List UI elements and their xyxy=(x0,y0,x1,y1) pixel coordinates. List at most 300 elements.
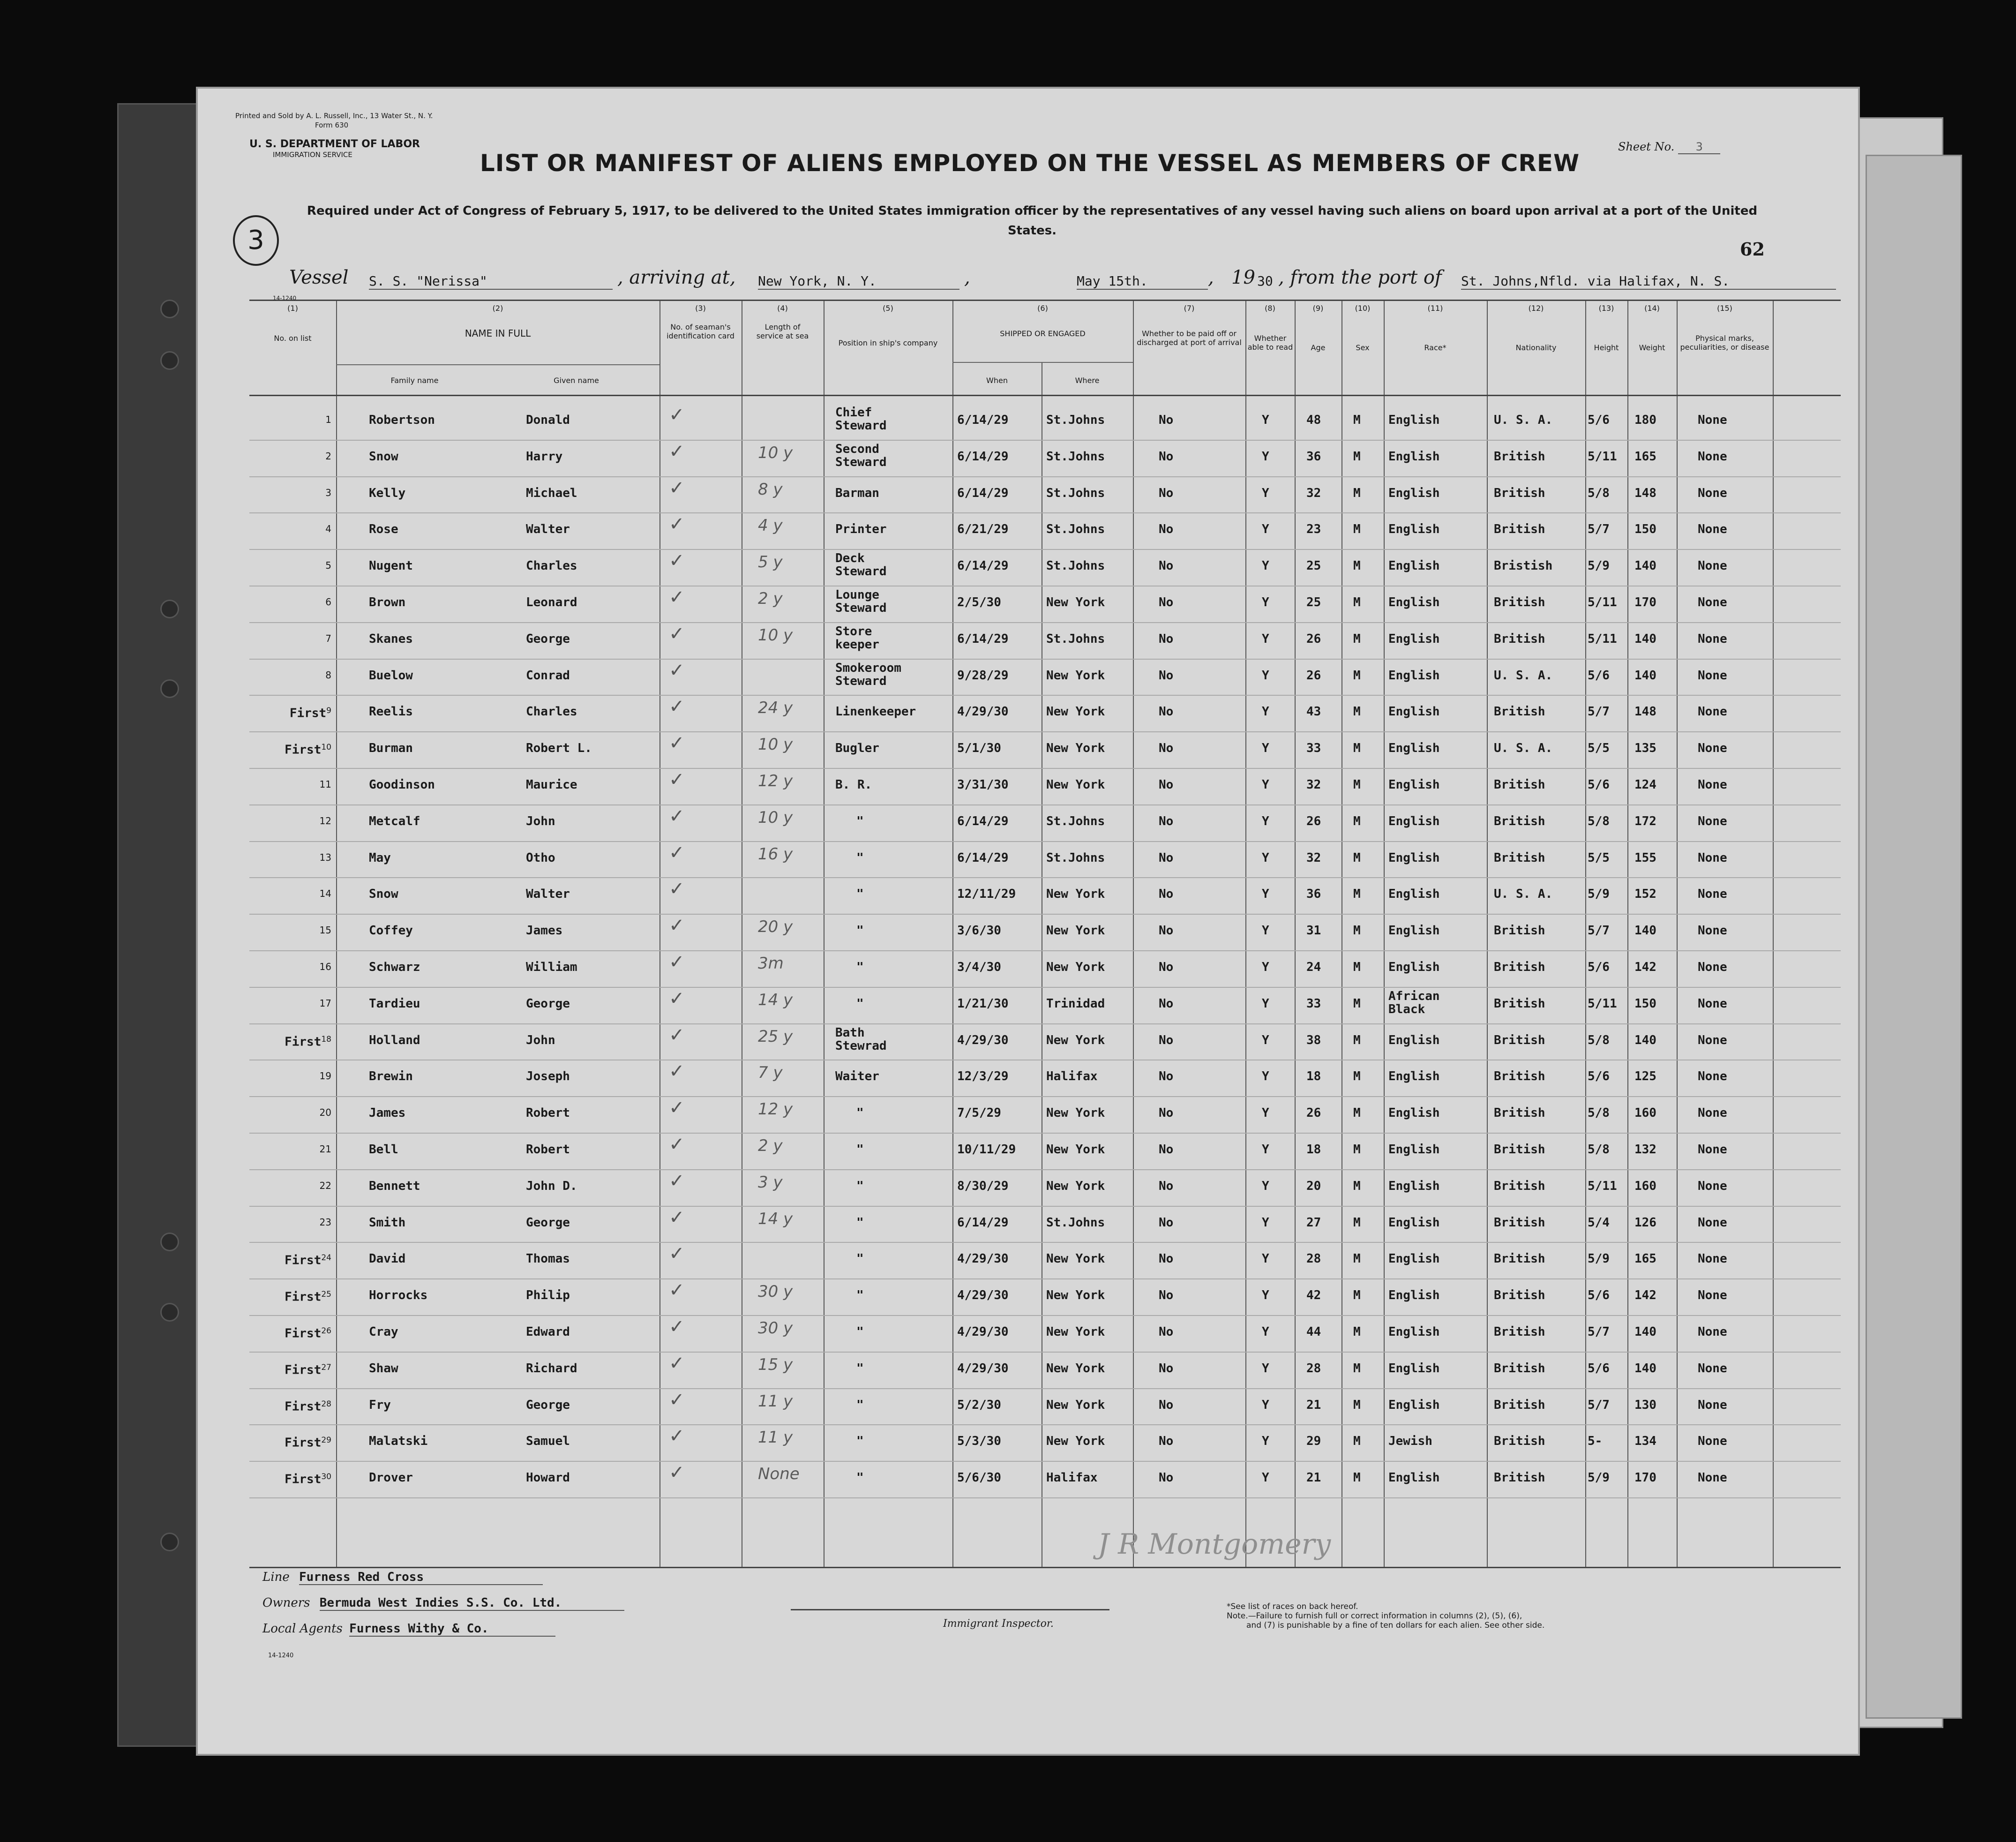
cell-where: Trinidad xyxy=(1046,996,1105,1011)
crew-row xyxy=(249,1060,1841,1097)
cell-when: 2/5/30 xyxy=(957,595,1001,609)
row-number xyxy=(249,814,331,828)
cell-when: 6/14/29 xyxy=(957,632,1009,646)
col-height: Height xyxy=(1594,343,1619,352)
cell-when: 12/3/29 xyxy=(957,1069,1009,1084)
cell-nat: British xyxy=(1494,1252,1545,1266)
cell-race: English xyxy=(1388,1252,1440,1266)
cell-when: 4/29/30 xyxy=(957,1288,1009,1303)
cell-given: Walter xyxy=(526,522,570,537)
cell-family: Robertson xyxy=(369,413,435,427)
cell-given: Joseph xyxy=(526,1069,570,1084)
checkmark-icon: ✓ xyxy=(669,769,685,790)
cell-paid: No xyxy=(1159,413,1174,427)
row-number xyxy=(249,704,331,721)
cell-given: Conrad xyxy=(526,668,570,683)
cell-paid: No xyxy=(1159,1434,1174,1449)
cell-nat: British xyxy=(1494,522,1545,537)
cell-position: Store keeper xyxy=(835,624,879,652)
cell-weight: 148 xyxy=(1634,705,1656,719)
cell-when: 3/31/30 xyxy=(957,778,1009,792)
cell-service: 3m xyxy=(758,954,784,973)
cell-read: Y xyxy=(1262,1033,1269,1047)
cell-position: " xyxy=(856,996,864,1011)
cell-read: Y xyxy=(1262,960,1269,974)
cell-age: 25 xyxy=(1306,595,1321,609)
cell-nat: British xyxy=(1494,595,1545,609)
cell-when: 12/11/29 xyxy=(957,887,1016,902)
cell-paid: No xyxy=(1159,1215,1174,1230)
cell-nat: British xyxy=(1494,1106,1545,1120)
cell-position: Bugler xyxy=(835,741,879,756)
cell-age: 43 xyxy=(1306,705,1321,719)
crew-row xyxy=(249,914,1841,951)
cell-when: 1/21/30 xyxy=(957,996,1009,1011)
col-nationality: Nationality xyxy=(1515,343,1557,352)
cell-where: New York xyxy=(1046,1106,1105,1120)
col-num: (6) xyxy=(1037,304,1048,313)
crew-row xyxy=(249,1278,1841,1316)
col-family-name: Family name xyxy=(390,376,439,385)
cell-weight: 160 xyxy=(1634,1106,1656,1120)
crew-row xyxy=(249,1242,1841,1279)
cell-where: New York xyxy=(1046,1288,1105,1303)
binder-hole xyxy=(160,300,179,318)
cell-weight: 170 xyxy=(1634,1471,1656,1485)
cell-read: Y xyxy=(1262,850,1269,865)
cell-given: John xyxy=(526,1033,555,1047)
cell-where: New York xyxy=(1046,924,1105,938)
cell-read: Y xyxy=(1262,1471,1269,1485)
cell-when: 6/14/29 xyxy=(957,814,1009,828)
crew-row xyxy=(249,549,1841,586)
cell-given: Otho xyxy=(526,850,555,865)
col-physical-marks: Physical marks, peculiarities, or disease xyxy=(1680,334,1769,352)
cell-race: English xyxy=(1388,668,1440,683)
line-label: Line xyxy=(262,1570,290,1584)
arriving-value: New York, N. Y. xyxy=(758,273,959,290)
cell-given: John D. xyxy=(526,1179,577,1193)
row-prefix: First xyxy=(285,1326,322,1341)
cell-nat: British xyxy=(1494,632,1545,646)
cell-where: New York xyxy=(1046,741,1105,756)
row-number xyxy=(249,1142,331,1156)
crew-row xyxy=(249,841,1841,879)
cell-height: 5/8 xyxy=(1588,1033,1610,1047)
checkmark-icon: ✓ xyxy=(669,477,685,499)
cell-family: Nugent xyxy=(369,559,413,573)
cell-when: 7/5/29 xyxy=(957,1106,1001,1120)
cell-sex: M xyxy=(1353,1106,1361,1120)
cell-family: Metcalf xyxy=(369,814,420,828)
cell-when: 6/14/29 xyxy=(957,559,1009,573)
cell-read: Y xyxy=(1262,1398,1269,1412)
cell-sex: M xyxy=(1353,1471,1361,1485)
form-number: Form 630 xyxy=(315,121,349,129)
col-num: (3) xyxy=(695,304,706,313)
cell-race: English xyxy=(1388,850,1440,865)
checkmark-icon: ✓ xyxy=(669,550,685,572)
col-num: (14) xyxy=(1644,304,1660,313)
checkmark-icon: ✓ xyxy=(669,1134,685,1155)
checkmark-icon: ✓ xyxy=(669,623,685,645)
form-code: 14-1240 xyxy=(273,295,297,301)
col-num: (1) xyxy=(287,304,298,313)
row-number xyxy=(249,1069,331,1083)
footer-agents xyxy=(262,1622,555,1637)
cell-marks: None xyxy=(1698,1179,1727,1193)
cell-age: 29 xyxy=(1306,1434,1321,1449)
crew-row xyxy=(249,586,1841,623)
crew-row xyxy=(249,950,1841,988)
cell-given: Howard xyxy=(526,1471,570,1485)
cell-service: 15 y xyxy=(758,1355,793,1374)
cell-family: Rose xyxy=(369,522,398,537)
cell-service: 11 y xyxy=(758,1428,793,1447)
cell-age: 36 xyxy=(1306,887,1321,902)
crew-row xyxy=(249,512,1841,550)
row-no: 19 xyxy=(319,1070,331,1082)
col-num: (10) xyxy=(1355,304,1371,313)
cell-height: 5/11 xyxy=(1588,595,1617,609)
cell-when: 4/29/30 xyxy=(957,1252,1009,1266)
cell-weight: 140 xyxy=(1634,632,1656,646)
footer-notes xyxy=(1227,1602,1544,1630)
cell-where: St.Johns xyxy=(1046,814,1105,828)
cell-service: 2 y xyxy=(758,589,783,608)
crew-row xyxy=(249,1352,1841,1389)
cell-given: John xyxy=(526,814,555,828)
cell-race: English xyxy=(1388,595,1440,609)
cell-where: St.Johns xyxy=(1046,559,1105,573)
cell-marks: None xyxy=(1698,1143,1727,1157)
cell-age: 26 xyxy=(1306,668,1321,683)
cell-race: English xyxy=(1388,559,1440,573)
row-number xyxy=(249,1105,331,1120)
row-no: 12 xyxy=(319,815,331,827)
cell-read: Y xyxy=(1262,1325,1269,1339)
cell-family: Holland xyxy=(369,1033,420,1047)
cell-age: 21 xyxy=(1306,1471,1321,1485)
col-num: (13) xyxy=(1598,304,1614,313)
cell-age: 33 xyxy=(1306,996,1321,1011)
row-no: 5 xyxy=(325,560,331,571)
row-number xyxy=(249,522,331,536)
checkmark-icon: ✓ xyxy=(669,1352,685,1374)
row-prefix: First xyxy=(285,1399,322,1413)
cell-service: 20 y xyxy=(758,917,793,937)
cell-read: Y xyxy=(1262,559,1269,573)
cell-age: 36 xyxy=(1306,449,1321,464)
vessel-label: Vessel xyxy=(289,267,349,288)
cell-when: 5/2/30 xyxy=(957,1398,1001,1412)
row-no: 6 xyxy=(325,596,331,608)
cell-marks: None xyxy=(1698,668,1727,683)
cell-given: Thomas xyxy=(526,1252,570,1266)
cell-position: " xyxy=(856,960,864,974)
cell-family: Shaw xyxy=(369,1361,398,1376)
col-num: (12) xyxy=(1528,304,1544,313)
cell-paid: No xyxy=(1159,778,1174,792)
cell-height: 5/6 xyxy=(1588,1069,1610,1084)
agents-label: Local Agents xyxy=(262,1622,343,1636)
cell-service: 14 y xyxy=(758,1209,793,1228)
cell-sex: M xyxy=(1353,486,1361,500)
cell-family: Tardieu xyxy=(369,996,420,1011)
col-able-read: Whether able to read xyxy=(1247,334,1293,352)
crew-row xyxy=(249,1206,1841,1243)
cell-marks: None xyxy=(1698,559,1727,573)
crew-row xyxy=(249,768,1841,805)
cell-nat: British xyxy=(1494,1143,1545,1157)
footer-line xyxy=(262,1570,543,1585)
row-number xyxy=(249,850,331,865)
checkmark-icon: ✓ xyxy=(669,987,685,1009)
cell-read: Y xyxy=(1262,1434,1269,1449)
cell-service: 4 y xyxy=(758,516,783,535)
cell-read: Y xyxy=(1262,1361,1269,1376)
cell-sex: M xyxy=(1353,1033,1361,1047)
cell-marks: None xyxy=(1698,850,1727,865)
cell-position: Deck Steward xyxy=(835,551,887,579)
cell-age: 25 xyxy=(1306,559,1321,573)
checkmark-icon: ✓ xyxy=(669,951,685,973)
cell-weight: 125 xyxy=(1634,1069,1656,1084)
cell-weight: 135 xyxy=(1634,741,1656,756)
cell-race: English xyxy=(1388,1179,1440,1193)
cell-where: New York xyxy=(1046,960,1105,974)
cell-race: English xyxy=(1388,486,1440,500)
note-failure: Note.—Failure to furnish full or correct information in columns (2), (5), (6), xyxy=(1227,1611,1522,1621)
cell-sex: M xyxy=(1353,559,1361,573)
col-num: (11) xyxy=(1427,304,1443,313)
row-number xyxy=(249,668,331,682)
cell-paid: No xyxy=(1159,1361,1174,1376)
cell-family: Bennett xyxy=(369,1179,420,1193)
cell-read: Y xyxy=(1262,486,1269,500)
cell-position: Bath Stewrad xyxy=(835,1025,887,1053)
cell-given: Donald xyxy=(526,413,570,427)
cell-age: 28 xyxy=(1306,1361,1321,1376)
binder-hole xyxy=(160,1303,179,1322)
line-value: Furness Red Cross xyxy=(299,1570,543,1585)
cell-marks: None xyxy=(1698,595,1727,609)
cell-position: " xyxy=(856,887,864,902)
owners-label: Owners xyxy=(262,1596,310,1610)
cell-given: Maurice xyxy=(526,778,577,792)
cell-sex: M xyxy=(1353,632,1361,646)
cell-marks: None xyxy=(1698,449,1727,464)
service-name: IMMIGRATION SERVICE xyxy=(273,150,352,159)
vessel-value: S. S. "Nerissa" xyxy=(369,273,613,290)
cell-given: George xyxy=(526,632,570,646)
cell-where: New York xyxy=(1046,778,1105,792)
cell-read: Y xyxy=(1262,413,1269,427)
cell-paid: No xyxy=(1159,1033,1174,1047)
binder-hole xyxy=(160,1233,179,1251)
cell-given: Walter xyxy=(526,887,570,902)
col-where: Where xyxy=(1075,376,1100,385)
cell-nat: British xyxy=(1494,1434,1545,1449)
cell-nat: British xyxy=(1494,1069,1545,1084)
row-number xyxy=(249,1215,331,1229)
crew-row xyxy=(249,1023,1841,1061)
cell-weight: 140 xyxy=(1634,559,1656,573)
cell-weight: 165 xyxy=(1634,449,1656,464)
row-prefix: First xyxy=(285,1034,322,1049)
cell-nat: British xyxy=(1494,449,1545,464)
cell-height: 5/7 xyxy=(1588,1325,1610,1339)
cell-position: Smokeroom Steward xyxy=(835,661,901,688)
cell-weight: 140 xyxy=(1634,1033,1656,1047)
cell-read: Y xyxy=(1262,668,1269,683)
cell-height: 5/4 xyxy=(1588,1215,1610,1230)
cell-family: Goodinson xyxy=(369,778,435,792)
cell-service: 11 y xyxy=(758,1391,793,1411)
cell-age: 32 xyxy=(1306,486,1321,500)
cell-service: 2 y xyxy=(758,1136,783,1155)
cell-paid: No xyxy=(1159,887,1174,902)
cell-sex: M xyxy=(1353,741,1361,756)
cell-weight: 132 xyxy=(1634,1143,1656,1157)
row-number xyxy=(249,595,331,609)
cell-paid: No xyxy=(1159,1106,1174,1120)
cell-position: " xyxy=(856,850,864,865)
cell-given: Samuel xyxy=(526,1434,570,1449)
row-no: 8 xyxy=(325,669,331,681)
cell-when: 10/11/29 xyxy=(957,1143,1016,1157)
cell-read: Y xyxy=(1262,1252,1269,1266)
cell-sex: M xyxy=(1353,1252,1361,1266)
cell-family: Reelis xyxy=(369,705,413,719)
crew-row xyxy=(249,622,1841,660)
cell-height: 5/8 xyxy=(1588,814,1610,828)
row-prefix: First xyxy=(285,1436,322,1450)
cell-race: English xyxy=(1388,960,1440,974)
row-number xyxy=(249,449,331,463)
row-number xyxy=(249,923,331,937)
cell-age: 42 xyxy=(1306,1288,1321,1303)
cell-height: 5/5 xyxy=(1588,850,1610,865)
cell-marks: None xyxy=(1698,1361,1727,1376)
checkmark-icon: ✓ xyxy=(669,732,685,754)
cell-nat: U. S. A. xyxy=(1494,887,1553,902)
cell-where: New York xyxy=(1046,887,1105,902)
cell-sex: M xyxy=(1353,1215,1361,1230)
cell-race: English xyxy=(1388,1288,1440,1303)
row-number xyxy=(249,1324,331,1341)
cell-position: Linenkeeper xyxy=(835,705,916,719)
cell-sex: M xyxy=(1353,705,1361,719)
row-no: 23 xyxy=(319,1216,331,1228)
cell-when: 6/14/29 xyxy=(957,486,1009,500)
row-number xyxy=(249,1361,331,1377)
checkmark-icon: ✓ xyxy=(669,440,685,462)
cell-given: Leonard xyxy=(526,595,577,609)
cell-position: Second Steward xyxy=(835,442,887,469)
cell-height: 5/9 xyxy=(1588,1252,1610,1266)
cell-weight: 160 xyxy=(1634,1179,1656,1193)
cell-where: St.Johns xyxy=(1046,413,1105,427)
checkmark-icon: ✓ xyxy=(669,696,685,718)
cell-marks: None xyxy=(1698,486,1727,500)
row-no: 28 xyxy=(321,1399,331,1409)
row-no: 10 xyxy=(321,743,331,752)
cell-marks: None xyxy=(1698,1106,1727,1120)
row-no: 17 xyxy=(319,997,331,1009)
cell-weight: 142 xyxy=(1634,960,1656,974)
cell-weight: 130 xyxy=(1634,1398,1656,1412)
crew-row xyxy=(249,987,1841,1024)
cell-position: " xyxy=(856,1106,864,1120)
cell-given: Charles xyxy=(526,705,577,719)
cell-service: 12 y xyxy=(758,772,793,790)
checkmark-icon: ✓ xyxy=(669,404,685,426)
agents-value: Furness Withy & Co. xyxy=(349,1622,555,1637)
cell-nat: British xyxy=(1494,705,1545,719)
row-no: 2 xyxy=(325,450,331,462)
cell-age: 18 xyxy=(1306,1069,1321,1084)
printer-imprint xyxy=(235,111,433,130)
cell-nat: British xyxy=(1494,1288,1545,1303)
cell-race: English xyxy=(1388,741,1440,756)
cell-read: Y xyxy=(1262,1106,1269,1120)
row-number xyxy=(249,741,331,757)
cell-age: 33 xyxy=(1306,741,1321,756)
cell-sex: M xyxy=(1353,924,1361,938)
cell-sex: M xyxy=(1353,1434,1361,1449)
cell-paid: No xyxy=(1159,522,1174,537)
row-number xyxy=(249,486,331,500)
cell-family: James xyxy=(369,1106,406,1120)
cell-where: St.Johns xyxy=(1046,850,1105,865)
binder-hole xyxy=(160,679,179,698)
cell-given: William xyxy=(526,960,577,974)
cell-race: English xyxy=(1388,1106,1440,1120)
col-num: (7) xyxy=(1184,304,1195,313)
cell-paid: No xyxy=(1159,595,1174,609)
cell-where: New York xyxy=(1046,668,1105,683)
cell-position: " xyxy=(856,1434,864,1449)
cell-family: Bell xyxy=(369,1143,398,1157)
cell-paid: No xyxy=(1159,632,1174,646)
cell-marks: None xyxy=(1698,814,1727,828)
cell-where: New York xyxy=(1046,1179,1105,1193)
row-no: 21 xyxy=(319,1143,331,1155)
cell-given: Robert L. xyxy=(526,741,592,756)
cell-weight: 180 xyxy=(1634,413,1656,427)
cell-service: 16 y xyxy=(758,844,793,864)
binder-hole xyxy=(160,1533,179,1551)
cell-sex: M xyxy=(1353,1361,1361,1376)
cell-race: English xyxy=(1388,413,1440,427)
cell-read: Y xyxy=(1262,814,1269,828)
cell-given: George xyxy=(526,1398,570,1412)
col-sex: Sex xyxy=(1356,343,1370,352)
row-no: 15 xyxy=(319,925,331,936)
checkmark-icon: ✓ xyxy=(669,842,685,864)
cell-weight: 140 xyxy=(1634,1325,1656,1339)
cell-nat: British xyxy=(1494,486,1545,500)
cell-height: 5/6 xyxy=(1588,668,1610,683)
date-value: May 15th. xyxy=(1077,273,1208,290)
cell-position: " xyxy=(856,1471,864,1485)
cell-sex: M xyxy=(1353,1325,1361,1339)
printer-line: Printed and Sold by A. L. Russell, Inc., 13 Water St., N. Y. xyxy=(235,112,433,120)
year-prefix: 19 xyxy=(1231,267,1255,288)
cell-marks: None xyxy=(1698,1215,1727,1230)
cell-height: 5/7 xyxy=(1588,522,1610,537)
